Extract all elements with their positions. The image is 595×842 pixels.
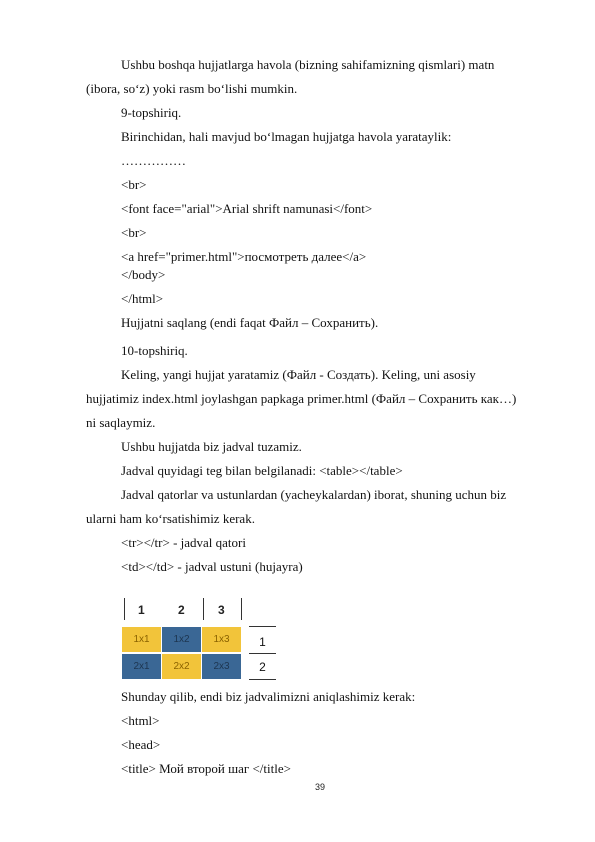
task-heading: 10-topshiriq. bbox=[121, 343, 188, 358]
table-cell: 2x2 bbox=[162, 654, 201, 679]
paragraph-line: Ushbu hujjatda biz jadval tuzamiz. bbox=[121, 439, 302, 454]
page-number: 39 bbox=[314, 782, 325, 792]
code-line: <title> Мой второй шаг </title> bbox=[121, 761, 291, 776]
column-header: 2 bbox=[178, 603, 185, 617]
table-cell: 2x1 bbox=[122, 654, 161, 679]
ellipsis-line: …………… bbox=[121, 153, 186, 168]
paragraph-line: Jadval qatorlar va ustunlardan (yacheykalardan) iborat, shuning uchun biz bbox=[121, 487, 507, 502]
code-line: </body> bbox=[121, 267, 166, 282]
table-cell: 2x3 bbox=[202, 654, 241, 679]
row-number: 1 bbox=[259, 635, 266, 649]
table-cell: 1x1 bbox=[122, 627, 161, 652]
paragraph-line: Birinchidan, hali mavjud bo‘lmagan hujjatga havola yarataylik: bbox=[121, 129, 452, 144]
paragraph-line: Jadval quyidagi teg bilan belgilanadi: <table></table> bbox=[121, 463, 403, 478]
row-rule bbox=[249, 679, 276, 680]
table-cell: 1x3 bbox=[202, 627, 241, 652]
column-header: 3 bbox=[218, 603, 225, 617]
row-rule bbox=[249, 653, 276, 654]
paragraph-line: ularni ham ko‘rsatishimiz kerak. bbox=[86, 511, 255, 526]
code-line: <td></td> - jadval ustuni (hujayra) bbox=[121, 559, 303, 574]
paragraph-line: ni saqlaymiz. bbox=[86, 415, 156, 430]
paragraph-line: Hujjatni saqlang (endi faqat Файл – Сохранить). bbox=[121, 315, 379, 330]
code-line: <html> bbox=[121, 713, 160, 728]
column-divider bbox=[124, 598, 125, 620]
code-line: <br> bbox=[121, 225, 147, 240]
column-divider bbox=[203, 598, 204, 620]
row-rule bbox=[249, 626, 276, 627]
table-cell: 1x2 bbox=[162, 627, 201, 652]
code-line: </html> bbox=[121, 291, 164, 306]
paragraph-line: Keling, yangi hujjat yaratamiz (Файл - Создать). Keling, uni asosiy bbox=[121, 367, 476, 382]
paragraph-line: hujjatimiz index.html joylashgan papkaga primer.html (Файл – Сохранить как…) bbox=[86, 391, 517, 406]
code-line: <head> bbox=[121, 737, 161, 752]
code-line: <a href="primer.html">посмотреть далее</a> bbox=[121, 249, 367, 264]
paragraph-line: Shunday qilib, endi biz jadvalimizni aniqlashimiz kerak: bbox=[121, 689, 416, 704]
column-divider bbox=[241, 598, 242, 620]
paragraph-line: Ushbu boshqa hujjatlarga havola (bizning sahifamizning qismlari) matn bbox=[121, 57, 495, 72]
code-line: <br> bbox=[121, 177, 147, 192]
code-line: <font face="arial">Arial shrift namunasi</font> bbox=[121, 201, 373, 216]
paragraph-line: (ibora, so‘z) yoki rasm bo‘lishi mumkin. bbox=[86, 81, 298, 96]
column-header: 1 bbox=[138, 603, 145, 617]
code-line: <tr></tr> - jadval qatori bbox=[121, 535, 246, 550]
row-number: 2 bbox=[259, 660, 266, 674]
task-heading: 9-topshiriq. bbox=[121, 105, 182, 120]
